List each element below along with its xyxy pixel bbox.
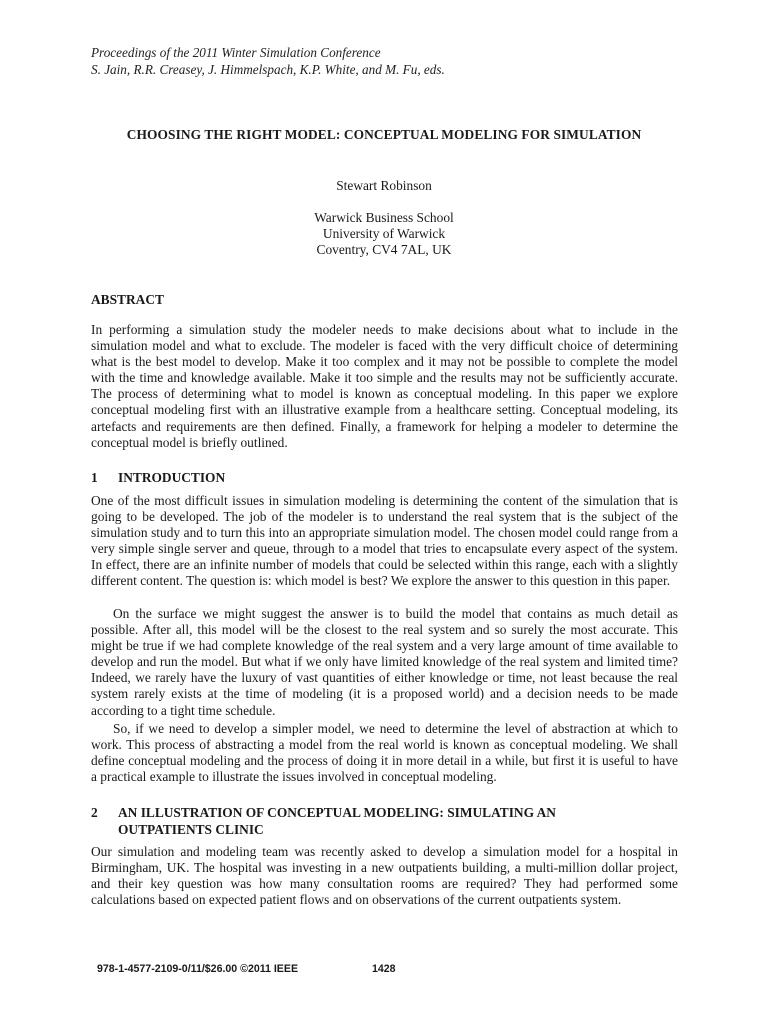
section-1-paragraph-1: One of the most difficult issues in simulation modeling is determining the content of the simulation that is going to be developed. The job of the modeler is to understand the real system that is the subject of the simulation study and to turn this into an appropriate simulation model. The chosen model could range from a very simple single server and queue, through to a model that tries to encapsulate every aspect of the system. In effect, there are an infinite number of models that could be selected within this range, each with a slightly different content. The question is: which model is best? We explore the answer to this question in this paper. [91,493,678,589]
author-affiliation [0,210,768,258]
section-1-number: 1 [91,470,98,485]
footer-copyright: 978-1-4577-2109-0/11/$26.00 ©2011 IEEE [97,963,299,975]
conference-editors-line: S. Jain, R.R. Creasey, J. Himmelspach, K.P. White, and M. Fu, eds. [91,62,445,77]
section-1-heading [91,469,225,486]
section-2-heading [91,804,611,838]
abstract-paragraph: In performing a simulation study the modeler needs to make decisions about what to include in the simulation model and what to exclude. The modeler is faced with the very difficult choice of determining what is the best model to develop. Make it too complex and it may not be possible to complete the model with the time and knowledge available. Make it too simple and the results may not be sufficiently accurate. The process of determining what to model is known as conceptual modeling. In this paper we explore conceptual modeling first with an illustrative example from a healthcare setting. Conceptual modeling, its artefacts and requirements are then defined. Finally, a framework for helping a modeler to determine the conceptual model is briefly outlined. [91,322,678,450]
section-2-title: AN ILLUSTRATION OF CONCEPTUAL MODELING: SIMULATING AN OUTPATIENTS CLINIC [118,805,556,837]
section-1-title: INTRODUCTION [118,470,226,485]
section-1-paragraph-2: On the surface we might suggest the answer is to build the model that contains as much detail as possible. After all, this model will be the closest to the real system and so surely the most accurate. This might be true if we had complete knowledge of the real system and a very large amount of time available to develop and run the model. But what if we only have limited knowledge of the real system and limited time? Indeed, we rarely have the luxury of vast quantities of either knowledge or time, not least because the real system rarely exists at the time of modeling (it is a proposed world) and a decision needs to be made according to a tight time schedule. [91,606,678,718]
conference-header [91,44,445,78]
footer-page-number: 1428 [372,963,396,975]
section-1-paragraph-3: So, if we need to develop a simpler model, we need to determine the level of abstraction at which to work. This process of abstracting a model from the real world is known as conceptual modeling. We shall define conceptual modeling and the process of doing it in more detail in a while, but first it is useful to have a practical example to illustrate the issues involved in conceptual modeling. [91,721,678,785]
affiliation-line-3: Coventry, CV4 7AL, UK [316,242,452,257]
affiliation-line-1: Warwick Business School [314,210,454,225]
paper-title: CHOOSING THE RIGHT MODEL: CONCEPTUAL MODELING FOR SIMULATION [126,127,642,142]
section-2-number: 2 [91,805,98,820]
conference-proceedings-line: Proceedings of the 2011 Winter Simulation Conference [91,45,381,60]
abstract-heading: ABSTRACT [91,292,164,307]
affiliation-line-2: University of Warwick [322,226,446,241]
author-name: Stewart Robinson [336,178,432,193]
section-2-paragraph-1: Our simulation and modeling team was recently asked to develop a simulation model for a hospital in Birmingham, UK. The hospital was investing in a new outpatients building, a multi-million dollar project, and their key question was how many consultation rooms are required? They had performed some calculations based on expected patient flows and on observations of the current outpatients system. [91,844,678,908]
